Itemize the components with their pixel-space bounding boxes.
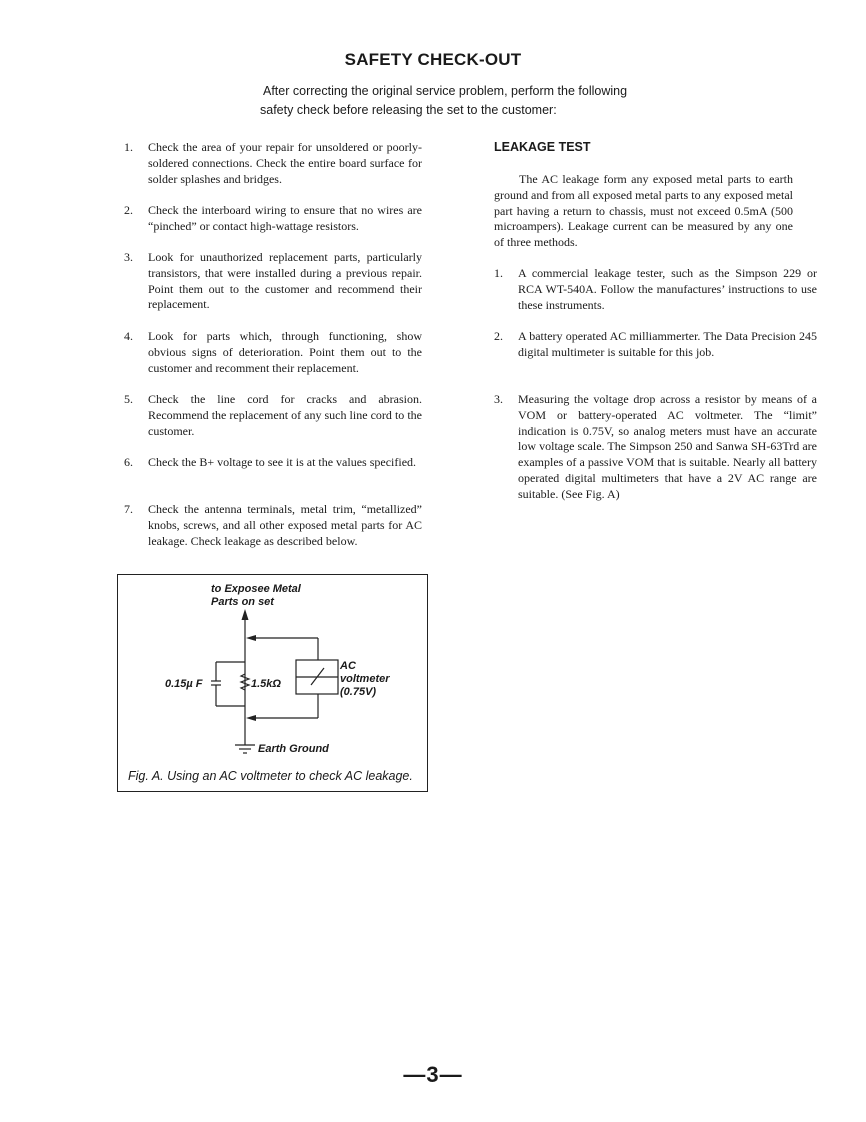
checklist-item-text: Check the interboard wiring to ensure that no wires are “pinched” or contact high-wattage resistors.: [148, 203, 422, 233]
voltmeter-label-line-1: AC: [340, 660, 356, 672]
probe-label-line-1: to Exposee Metal: [211, 583, 301, 595]
checklist-item-number: 5.: [124, 392, 133, 406]
intro-line-2: safety check before releasing the set to the customer:: [260, 103, 557, 117]
method-item-text: A commercial leakage tester, such as the Simpson 229 or RCA WT-540A. Follow the manufactures’ instructions to use these instruments.: [518, 266, 817, 312]
checklist-item-number: 2.: [124, 203, 133, 217]
earth-ground-label: Earth Ground: [258, 743, 329, 755]
lower-wire-arrow: [246, 715, 256, 721]
method-item-text: A battery operated AC milliammerter. The Data Precision 245 digital multimeter is suitable for this job.: [518, 329, 817, 359]
upper-wire-arrow: [246, 635, 256, 641]
capacitor-label: 0.15µ F: [165, 678, 203, 690]
probe-arrow: [242, 609, 249, 620]
voltmeter-label-line-3: (0.75V): [340, 686, 377, 698]
checklist-item-number: 7.: [124, 502, 133, 516]
checklist-item-number: 4.: [124, 329, 133, 343]
checklist-item-text: Check the area of your repair for unsoldered or poorly-soldered connections. Check the entire board surface for solder splashes and bridges.: [148, 140, 422, 186]
leakage-test-paragraph: The AC leakage form any exposed metal parts to earth ground and from all exposed metal parts to any exposed metal part having a return to chassis, must not exceed 0.5mA (500 microampers). Leakage current can be measured by any one of three methods.: [494, 172, 793, 250]
checklist-item-number: 6.: [124, 455, 133, 469]
checklist-item-text: Look for unauthorized replacement parts, particularly transistors, that were installed during a previous repair. Point them out to the customer and recommend their replacement.: [148, 250, 422, 312]
resistor-label: 1.5kΩ: [251, 678, 281, 690]
checklist-item-text: Check the antenna terminals, metal trim, “metallized” knobs, screws, and all other exposed metal parts for AC leakage. Check leakage as described below.: [148, 502, 422, 548]
figure-caption: Fig. A. Using an AC voltmeter to check AC leakage.: [128, 769, 413, 783]
voltmeter-label-line-2: voltmeter: [340, 673, 390, 685]
method-item-text: Measuring the voltage drop across a resistor by means of a VOM or battery-operated AC voltmeter. The “limit” indication is 0.75V, so analog meters must have an accurate low voltage scale. The Simpson 250 and Sanwa SH-63Trd are examples of a passive VOM that is suitable. Nearly all battery operated digital multimeters that have a 2V AC range are suitable. (See Fig. A): [518, 392, 817, 501]
method-item-number: 3.: [494, 392, 503, 406]
leakage-test-heading: LEAKAGE TEST: [494, 140, 591, 154]
method-item-number: 2.: [494, 329, 503, 343]
checklist-item-number: 3.: [124, 250, 133, 264]
page-title: SAFETY CHECK-OUT: [344, 50, 522, 69]
checklist-item-number: 1.: [124, 140, 133, 154]
page-number: —3—: [403, 1062, 463, 1087]
checklist-item-text: Check the line cord for cracks and abrasion. Recommend the replacement of any such line cord to the customer.: [148, 392, 422, 438]
figure-a-circuit: [117, 574, 428, 792]
checklist-item-text: Look for parts which, through functioning, show obvious signs of deterioration. Point them out to the customer and recomment their replacement.: [148, 329, 422, 375]
method-item-number: 1.: [494, 266, 503, 280]
intro-line-1: After correcting the original service problem, perform the following: [263, 84, 628, 98]
probe-label-line-2: Parts on set: [211, 596, 274, 608]
checklist-item-text: Check the B+ voltage to see it is at the values specified.: [148, 455, 417, 469]
